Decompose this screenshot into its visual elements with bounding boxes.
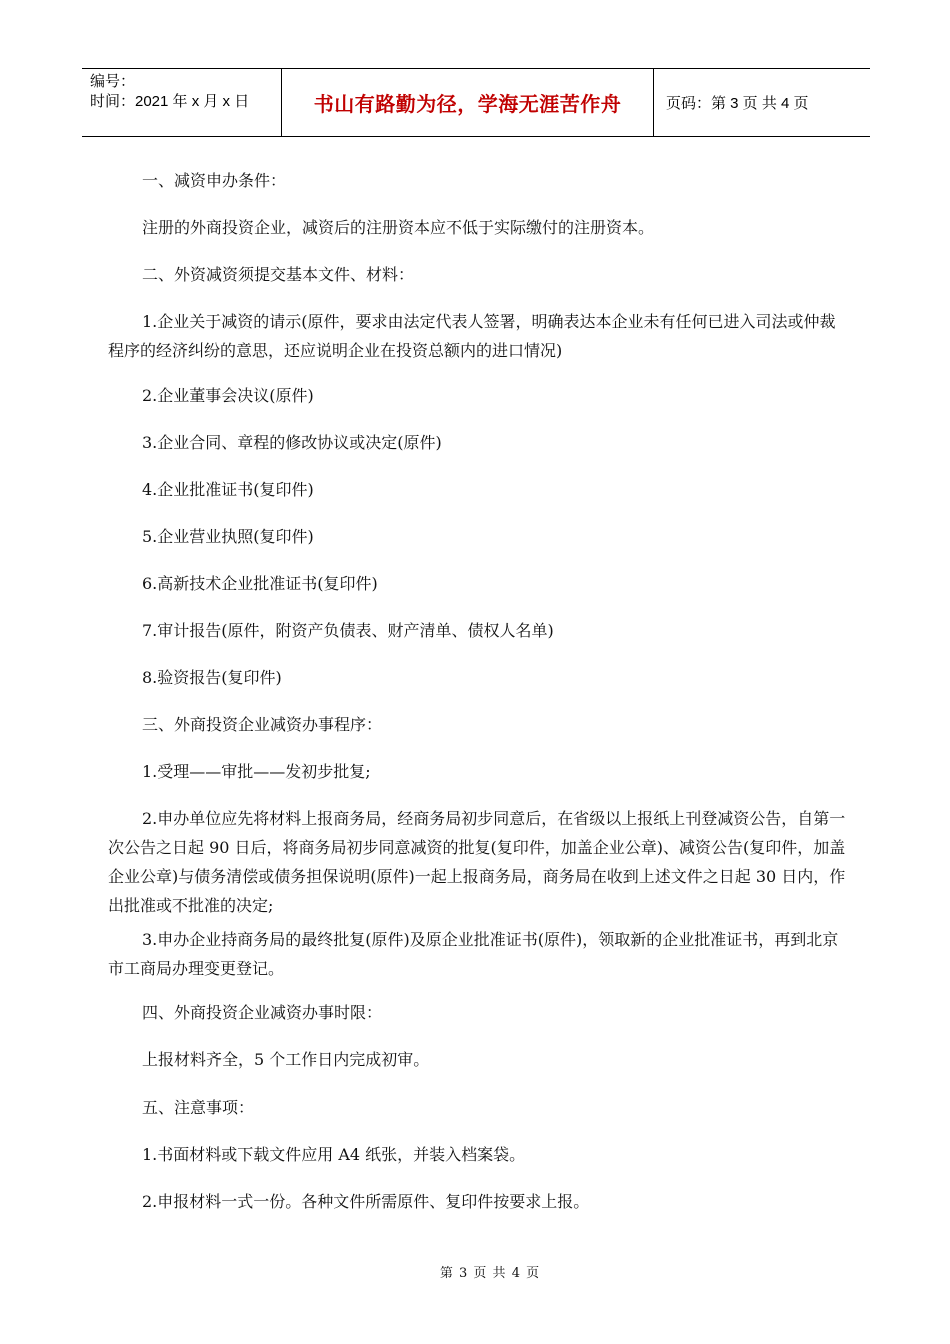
header-table <box>82 68 870 137</box>
list-item: 5.企业营业执照(复印件) <box>142 527 314 546</box>
list-item: 6.高新技术企业批准证书(复印件) <box>142 574 378 593</box>
footer-page-number: 第 3 页 共 4 页 <box>439 1266 541 1281</box>
header-meta-cell <box>82 69 282 136</box>
list-item: 8.验资报告(复印件) <box>142 668 282 687</box>
document-date: 时间：2021 年 x 月 x 日 <box>90 93 250 110</box>
list-item: 2.申办单位应先将材料上报商务局，经商务局初步同意后，在省级以上报纸上刊登减资公告，自第一次公告之日起 90 日后，将商务局初步同意减资的批复(复印件，加盖企业公章)、减资公告(复印件，加盖企业公章)与债务清偿或债务担保说明(原件)一起上报商务局，商务局在收到上述文件之日起 30 日内，作出批准或不批准的决定; <box>108 809 846 915</box>
list-item: 2.申报材料一式一份。各种文件所需原件、复印件按要求上报。 <box>142 1192 590 1211</box>
list-item: 1.企业关于减资的请示(原件，要求由法定代表人签署，明确表达本企业未有任何已进入司法或仲裁程序的经济纠纷的意思，还应说明企业在投资总额内的进口情况) <box>108 312 836 360</box>
list-item: 1.受理——审批——发初步批复; <box>142 762 371 781</box>
list-item: 3.企业合同、章程的修改协议或决定(原件) <box>142 433 442 452</box>
paragraph: 注册的外商投资企业，减资后的注册资本应不低于实际缴付的注册资本。 <box>142 218 655 237</box>
list-item: 7.审计报告(原件，附资产负债表、财产清单、债权人名单) <box>142 621 554 640</box>
list-item: 2.企业董事会决议(原件) <box>142 386 314 405</box>
list-item: 3.申办企业持商务局的最终批复(原件)及原企业批准证书(原件)，领取新的企业批准证书，再到北京市工商局办理变更登记。 <box>108 930 839 978</box>
section-heading-procedure: 三、外商投资企业减资办事程序： <box>142 715 383 734</box>
header-motto: 书山有路勤为径，学海无涯苦作舟 <box>282 69 654 136</box>
section-heading-conditions: 一、减资申办条件： <box>142 171 287 190</box>
header-page-info: 页码：第 3 页 共 4 页 <box>666 95 809 112</box>
list-item: 1.书面材料或下载文件应用 A4 纸张，并装入档案袋。 <box>142 1145 526 1164</box>
document-code-label: 编号： <box>90 73 136 90</box>
section-heading-documents: 二、外资减资须提交基本文件、材料： <box>142 265 415 284</box>
section-heading-time-limit: 四、外商投资企业减资办事时限： <box>142 1003 383 1022</box>
list-item: 4.企业批准证书(复印件) <box>142 480 314 499</box>
paragraph: 上报材料齐全，5 个工作日内完成初审。 <box>142 1050 430 1069</box>
section-heading-notes: 五、注意事项： <box>142 1098 255 1117</box>
